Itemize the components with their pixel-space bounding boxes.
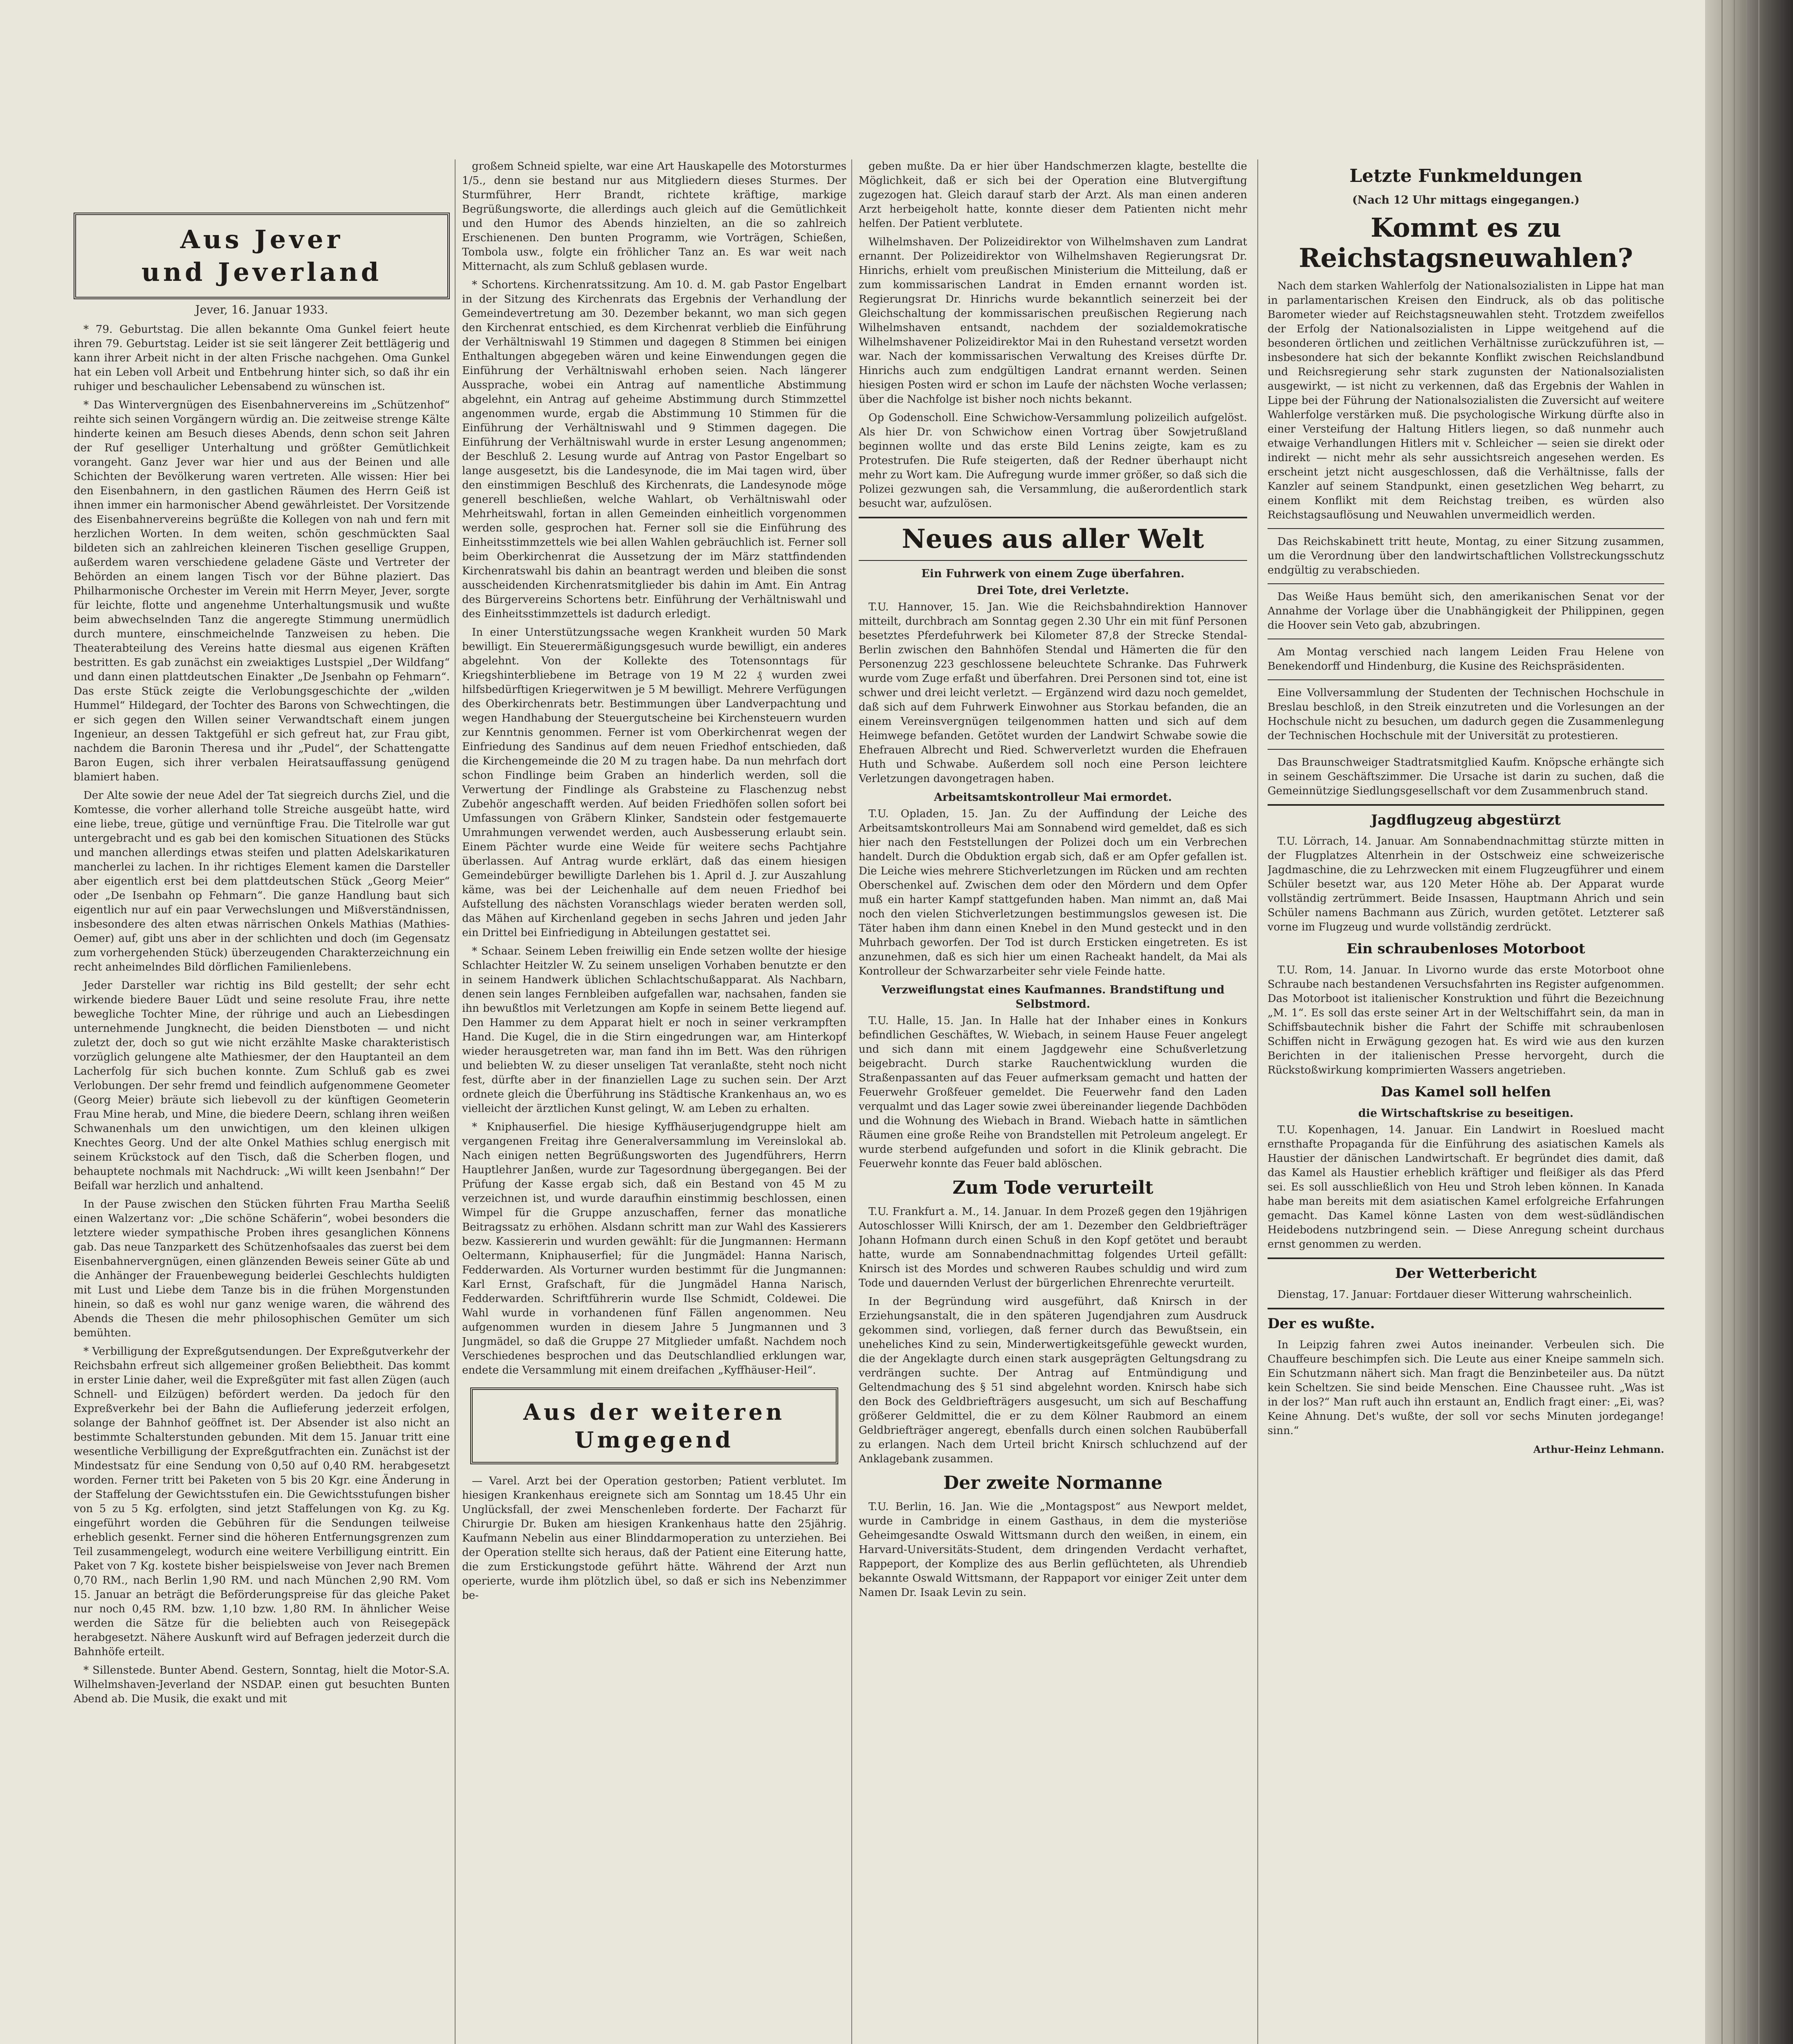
section-heading: Neues aus aller Welt <box>902 524 1204 554</box>
section-heading: Letzte Funkmeldungen <box>1349 166 1582 186</box>
article-paragraph: Das Weiße Haus bemüht sich, den amerikanischen Senat vor der Annahme der Vorlage über die Unabhängigkeit der Philippinen, gegen die Hoover sein Veto gab, abzubringen. <box>1268 591 1664 632</box>
section-title: Aus Jever <box>180 224 343 254</box>
article-paragraph: In der Pause zwischen den Stücken führten Frau Martha Seeliß einen Walzertanz vor: „Die schöne Schäferin“, wobei besonders die letztere wieder sympathische Proben ihres gesanglichen Könnens gab. Das neue Tanzparkett des Schützenhofsaales das zuerst bei dem Eisenbahnervergnügen, einen glänzenden Beweis seiner Güte ab und die Anhänger der Frauenbewegung beiderlei Geschlechts huldigten mit Lust und Liebe dem Tanze bis in die frühen Morgenstunden hinein, so daß es wohl nur ganz wenige waren, die während des Abends die Thesen die mehr philosophischen Gemüter um sich bemühten. <box>74 1198 450 1339</box>
article-paragraph: Jeder Darsteller war richtig ins Bild gestellt; der sehr echt wirkende biedere Bauer Lüdt und seine resolute Frau, ihre nette bewegliche Tochter Mine, der rührige und auch an Liebesdingen unternehmende Jungknecht, die beiden Dienstboten — und nicht zuletzt der, doch so gut wie nicht erzählte Maske charakteristisch vorzüglich gelungene alte Mathiesmer, der den Hauptanteil an dem Lacherfolg für sich buchen konnte. Zum Schluß gab es zwei Verlobungen. Der sehr fremd und feindlich aufgenommene Geometer (Georg Meier) bräute sich liebevoll zu der künftigen Geometerin Frau Mine herab, und Mine, die biedere Deern, schlang ihren weißen Schwanenhals um den unwichtigen, um den kleinen ulkigen Knechtes Georg. Und der alte Onkel Mathies schlug energisch mit seinem Krückstock auf den Tisch, daß die Scherben flogen, und behauptete nochmals mit Nachdruck: „Wi willt keen Jsenbahn!“ Der Beifall war herzlich und anhaltend. <box>74 979 450 1192</box>
article-paragraph: Op Godenscholl. Eine Schwichow-Versammlung polizeilich aufgelöst. Als hier Dr. von Schwichow einen Vortrag über Sowjetrußland beginnen wollte und das erste Bild Lenins zeigte, kam es zu Protestrufen. Die Rufe steigerten, daß der Redner überhaupt nicht mehr zu Wort kam. Die Aufregung wurde immer größer, so daß sich die Polizei gezwungen sah, die Versammlung, die außerordentlich stark besucht war, aufzulösen. <box>859 412 1247 510</box>
article-paragraph: T.U. Hannover, 15. Jan. Wie die Reichsbahndirektion Hannover mitteilt, durchbrach am Sonntag gegen 2.30 Uhr ein mit fünf Personen besetztes Pferdefuhrwerk bei Kilometer 87,8 der Strecke Stendal-Berlin zwischen den Bahnhöfen Stendal und Hämerten die für den Personenzug 223 geschlossene beleuchtete Schranke. Das Fuhrwerk wurde vom Zuge erfaßt und überfahren. Drei Personen sind tot, eine ist schwer und drei leicht verletzt. — Ergänzend wird dazu noch gemeldet, daß sich auf dem Fuhrwerk Einwohner aus Storkau befanden, die an einem Vereinsvergnügen teilgenommen hatten und sich auf dem Heimwege befanden. Getötet wurden der Landwirt Schwabe sowie die Ehefrauen Albrecht und Ried. Schwerverletzt wurden die Ehefrauen Huth und Schwabe. Außerdem soll noch eine Person leichtere Verletzungen davongetragen haben. <box>859 601 1247 785</box>
article-paragraph: Wilhelmshaven. Der Polizeidirektor von Wilhelmshaven zum Landrat ernannt. Der Polizeidirektor von Wilhelmshaven Regierungsrat Dr. Hinrichs, erhielt vom preußischen Ministerium die Mitteilung, daß er zum kommissarischen Landrat in Emden ernannt worden ist. Regierungsrat Dr. Hinrichs wurde bekanntlich seinerzeit bei der Gleichschaltung der kommissarischen preußischen Regierung nach Wilhelmshaven entsandt, nachdem der sozialdemokratische Wilhelmshavener Polizeidirektor Mai in den Ruhestand versetzt worden war. Nach der kommissarischen Verwaltung des Kreises dürfte Dr. Hinrichs auch zum endgültigen Landrat ernannt werden. Seinen hiesigen Posten wird er schon im Laufe der nächsten Woche verlassen; über die Nachfolge ist bisher noch nichts bekannt. <box>859 236 1247 406</box>
section-rule <box>1268 1308 1664 1309</box>
article-paragraph: * Das Wintervergnügen des Eisenbahnervereins im „Schützenhof“ reihte sich seinen Vorgängern würdig an. Die zeitweise strenge Kälte hinderte keinen am Besuch dieses Abends, denn schon seit Jahren der Ruf geselliger Unterhaltung und größter Gemütlichkeit vorangeht. Ganz Jever war hier und aus der Beinen und alle Schichten der Bevölkerung waren vertreten. Alle wissen: Hier bei den Eisenbahnern, in den gastlichen Räumen des Herrn Geiß ist ihnen immer ein harmonischer Abend gewährleistet. Der Vorsitzende des Eisenbahnervereins begrüßte die Kollegen von nah und fern mit herzlichen Worten. In dem weiten, schön geschmückten Saal bildeten sich an zahlreichen kleineren Tischen gesellige Gruppen, außerdem waren verschiedene geladene Gäste und Vertreter der Behörden an einem langen Tisch vor der Bühne plaziert. Das Philharmonische Orchester im Verein mit Herrn Meyer, Jever, sorgte für leichte, flotte und angenehme Unterhaltungsmusik und wußte beim abwechselnden Tanz die angeregte Stimmung unermüdlich durch muntere, einschmeichelnde Tanzweisen zu heben. Die Theaterabteilung des Vereins hatte diesmal aus eigenen Kräften bestritten. Es gab zunächst ein zweiaktiges Lustspiel „Der Wildfang“ und dann einen plattdeutschen Einakter „De Jsenbahn op Fehmarn“. Das erste Stück zeigte die Verlobungsgeschichte der „wilden Hummel“ Hildegard, der Tochter des Barons von Schwechtingen, die er sich gegen den Willen seiner Verwandtschaft einem jungen Ingenieur, an dessen Taktgefühl er sich gefreut hat, zur Frau gibt, nachdem die Baronin Theresa und ihr „Pudel“, der Schattengatte Baron Eugen, sich ihrer verbalen Heiratsauffassung genügend blamiert haben. <box>74 399 450 783</box>
article-subheadline: die Wirtschaftskrise zu beseitigen. <box>1358 1107 1574 1120</box>
section-title-line2: Umgegend <box>574 1427 734 1453</box>
article-paragraph: T.U. Frankfurt a. M., 14. Januar. In dem Prozeß gegen den 19jährigen Autoschlosser Willi Knirsch, der am 1. Dezember den Geldbriefträger Johann Hofmann durch einen Schuß in den Kopf getötet und beraubt hatte, wurde am Sonnabendnachmittag folgendes Urteil gefällt: Knirsch ist des Mordes und schweren Raubes schuldig und wird zum Tode und dauernden Verlust der bürgerlichen Ehrenrechte verurteilt. <box>859 1206 1247 1289</box>
article-headline: Das Kamel soll helfen <box>1380 1084 1551 1100</box>
article-headline: Ein schraubenloses Motorboot <box>1346 941 1585 957</box>
article-headline: Verzweiflungstat eines Kaufmannes. Brandstiftung und Selbstmord. <box>881 984 1225 1011</box>
article-paragraph: geben mußte. Da er hier über Handschmerzen klagte, bestellte die Möglichkeit, daß er sich bei der Operation eine Blutvergiftung zugezogen hat. Gleich darauf starb der Arzt. Als man einen anderen Arzt herbeigeholt hatte, konnte dieser dem Patienten nicht mehr helfen. Der Patient verblutete. <box>859 160 1247 230</box>
section-rule <box>1268 528 1664 529</box>
author-signature: Arthur-Heinz Lehmann. <box>1533 1443 1664 1455</box>
dateline: Jever, 16. Januar 1933. <box>195 303 328 316</box>
article-headline: Der zweite Normanne <box>943 1472 1162 1493</box>
book-binding-edge <box>1705 0 1793 2044</box>
section-title-line2: und Jeverland <box>141 257 382 287</box>
section-rule <box>1268 804 1664 806</box>
article-paragraph: T.U. Opladen, 15. Jan. Zu der Auffindung der Leiche des Arbeitsamtskontrolleurs Mai am Sonnabend wird gemeldet, daß es sich hier nach den Feststellungen der Polizei doch um ein Verbrechen handelt. Durch die Obduktion ergab sich, daß er am Opfer gefallen ist. Die Leiche wies mehrere Stichverletzungen im Rücken und am rechten Oberschenkel auf. Zwischen dem oder den Mördern und dem Opfer muß ein harter Kampf stattgefunden haben. Man nimmt an, daß Mai noch den vielen Stichverletzungen bestimmungslos gewesen ist. Die Täter haben ihm dann einen Knebel in den Mund gesteckt und in den Muhrbach geworfen. Der Tod ist durch Ersticken eingetreten. Es ist anzunehmen, daß es sich hier um einen Racheakt handelt, da Mai als Kontrolleur der Schwarzarbeiter sehr viele Feinde hatte. <box>859 808 1247 977</box>
article-paragraph: T.U. Rom, 14. Januar. In Livorno wurde das erste Motorboot ohne Schraube nach bestandenen Versuchsfahrten ins Register aufgenommen. Das Motorboot ist italienischer Konstruktion und führt die Bezeichnung „M. 1“. Es soll das erste seiner Art in der Weltschiffahrt sein, da man in Schiffsbautechnik bisher die Fahrt der Schiffe mit schraubenlosen Schiffen nicht in Erwägung gezogen hat. Es wird wie aus den kurzen Berichten in der italienischen Presse hervorgeht, durch die Rückstoßwirkung komprimierten Wassers angetrieben. <box>1268 964 1664 1076</box>
column-2 <box>462 159 846 2044</box>
article-paragraph: Das Reichskabinett tritt heute, Montag, zu einer Sitzung zusammen, um die Verordnung über den landwirtschaftlichen Vollstreckungsschutz endgültig zu verabschieden. <box>1268 536 1664 576</box>
column-divider <box>851 159 852 2044</box>
column-divider <box>1257 159 1258 2044</box>
article-paragraph: In der Begründung wird ausgeführt, daß Knirsch in der Erziehungsanstalt, die in den späteren Jugendjahren zum Ausdruck gekommen sind, vorliegen, daß ferner durch das Bewußtsein, ein uneheliches Kind zu sein, Minderwertigkeitsgefühle geweckt wurden, die der Angeklagte durch einen stark ausgeprägten Geltungsdrang zu verdrängen suchte. Der Antrag auf Entmündigung und Geltendmachung des § 51 sind abgelehnt worden. Knirsch habe sich den Bock des Geldbriefträgers ausgesucht, um sich auf Beschaffung größerer Geldmittel, die er zu dem Kölner Raubmord an einem Geldbriefträger angeregt, ebenfalls durch einen solchen Raubüberfall zu erlangen. Nach dem Urteil bricht Knirsch schluchzend auf der Anklagebank zusammen. <box>859 1295 1247 1465</box>
section-rule <box>859 560 1247 561</box>
article-headline: Arbeitsamtskontrolleur Mai ermordet. <box>934 791 1172 804</box>
article-headline: Jagdflugzeug abgestürzt <box>1371 812 1561 828</box>
section-subheading: (Nach 12 Uhr mittags eingegangen.) <box>1352 194 1580 206</box>
article-headline: Zum Tode verurteilt <box>952 1177 1153 1198</box>
article-headline-line2: Reichstagsneuwahlen? <box>1299 243 1633 273</box>
section-header-box <box>470 1387 838 1464</box>
article-paragraph: T.U. Halle, 15. Jan. In Halle hat der Inhaber eines in Konkurs befindlichen Geschäftes, W. Wiebach, in seinem Hause Feuer angelegt und sich dann mit einem Jagdgewehr eine Schußverletzung beigebracht. Durch starke Rauchentwicklung wurden die Straßenpassanten auf das Feuer aufmerksam gemacht und hatten der Feuerwehr Großfeuer gemeldet. Die Feuerwehr fand den Laden verqualmt und das Lager sowie zwei übereinander liegende Dachböden und die Wohnung des Wiebach in Brand. Wiebach hatte in sämtlichen Räumen eine große Reihe von Brandstellen mit Petroleum angelegt. Er wurde sterbend aufgefunden und sofort in die Klinik gebracht. Die Feuerwehr konnte das Feuer bald ablöschen. <box>859 1015 1247 1170</box>
article-paragraph: Der Alte sowie der neue Adel der Tat siegreich durchs Ziel, und die Komtesse, die vorher allerhand tolle Streiche ausgeübt hatte, wird eine liebe, treue, gütige und vernünftige Frau. Die Titelrolle war gut untergebracht und es gab bei den komischen Situationen des Stücks und manchen allerdings etwas steifen und platten Adelskarikaturen mancherlei zu lachen. In ihr richtiges Element kamen die Darsteller aber eigentlich erst bei dem plattdeutschen Stück „Georg Meier“ oder „De Isenbahn op Fehmarn“. Die ganze Handlung baut sich eigentlich nur auf ein paar Verwechslungen und Mißverständnissen, insbesondere des alten etwas närrischen Onkels Mathias (Mathies-Oemer) auf, gibt uns aber in der schlichten und doch (im Gegensatz zum vorhergehenden Stück) überzeugenden Charakterzeichnung ein recht anheimelndes Bild dörflichen Familienlebens. <box>74 789 450 973</box>
section-header-box <box>74 213 450 299</box>
article-headline: Kommt es zu <box>1370 213 1562 243</box>
section-rule <box>1268 749 1664 750</box>
column-4 <box>1268 159 1664 2044</box>
article-paragraph: Eine Vollversammlung der Studenten der Technischen Hochschule in Breslau beschloß, in den Streik einzutreten und die Vorlesungen an der Hochschule nicht zu besuchen, um dadurch gegen die Zusammenlegung der Technischen Hochschule mit der Universität zu protestieren. <box>1268 687 1664 742</box>
section-title: Aus der weiteren <box>523 1399 785 1425</box>
section-rule <box>1268 1257 1664 1259</box>
article-paragraph: T.U. Berlin, 16. Jan. Wie die „Montagspost“ aus Newport meldet, wurde in Cambridge in einem Gasthaus, in dem die mysteriöse Geheimgesandte Oswald Wittsmann durch den weißen, in einem, ein Harvard-Universitäts-Student, dem dringenden Verdacht verhaftet, Rappeport, der Komplize des aus Berlin geflüchteten, als Uhrendieb bekannte Oswald Wittsmann, der Rappaport vor einiger Zeit unter dem Namen Dr. Isaak Levin zu sein. <box>859 1501 1247 1599</box>
column-1 <box>74 213 450 2044</box>
article-paragraph: Nach dem starken Wahlerfolg der Nationalsozialisten in Lippe hat man in parlamentarischen Kreisen den Eindruck, als ob das politische Barometer wieder auf Reichstagsneuwahlen steht. Trotzdem zweifellos der Erfolg der Nationalsozialisten in Lippe weitgehend auf die besonderen örtlichen und zeitlichen Verhältnisse zurückzuführen ist, — insbesondere hat sich der bekannte Konflikt zwischen Reichslandbund und Reichsregierung sehr stark zugunsten der Nationalsozialisten ausgewirkt, — ist nicht zu verkennen, daß das Ergebnis der Wahlen in Lippe bei der Führung der Nationalsozialisten die Zuversicht auf weitere Wahlerfolge verstärken muß. Die psychologische Wirkung dürfte also in einer Versteifung der Haltung Hitlers liegen, so daß nunmehr auch etwaige Verhandlungen Hitlers mit v. Schleicher — seien sie direkt oder indirekt — nicht mehr als sehr aussichtsreich angesehen werden. Es erscheint jetzt nicht ausgeschlossen, daß die Verhältnisse, falls der Kanzler auf seinem Standpunkt, einen gesetzlichen Weg beharrt, zu einem Konflikt mit dem Reichstag treiben, es würden also Reichstagsauflösung und Neuwahlen unvermeidlich werden. <box>1268 280 1664 521</box>
weather-report: Dienstag, 17. Januar: Fortdauer dieser Witterung wahrscheinlich. <box>1277 1289 1632 1301</box>
article-paragraph: T.U. Kopenhagen, 14. Januar. Ein Landwirt in Roeslued macht ernsthafte Propaganda für die Einführung des asiatischen Kamels als Haustier der dänischen Landwirtschaft. Er begründet dies damit, daß das Kamel als Haustier erheblich kräftiger und fleißiger als das Pferd sei. Es soll ausschließlich von Heu und Stroh leben können. In Kanada habe man bereits mit dem asiatischen Kamel erfolgreiche Erfahrungen gemacht. Das Kamel könne Lasten von dem west-südländischen Heidebodens nutzbringend sein. — Diese Anregung scheint durchaus ernst genommen zu werden. <box>1268 1124 1664 1251</box>
article-subheadline: Drei Tote, drei Verletzte. <box>976 584 1129 597</box>
article-paragraph: T.U. Lörrach, 14. Januar. Am Sonnabendnachmittag stürzte mitten in der Flugplatzes Altenrhein in der Ostschweiz eine schweizerische Jagdmaschine, die zu Lehrzwecken mit einem Flugzeugführer und einem Schüler besetzt war, aus 120 Meter Höhe ab. Der Apparat wurde vollständig zertrümmert. Beide Insassen, Hauptmann Ahrich und sein Schüler namens Bachmann aus Zürich, wurden getötet. Letzterer saß vorne im Flugzeug und wurde vollständig zerdrückt. <box>1268 835 1664 933</box>
article-paragraph: * Kniphauserfiel. Die hiesige Kyffhäuserjugendgruppe hielt am vergangenen Freitag ihre Generalversammlung im Vereinslokal ab. Nach einigen netten Begrüßungsworten des Jugendführers, Herrn Hauptlehrer Janßen, wurde zur Tagesordnung übergegangen. Bei der Prüfung der Kasse ergab sich, daß ein Bestand von 45 M zu verzeichnen ist, und wurde daraufhin einstimmig beschlossen, einen Wimpel für die Gruppe anzuschaffen, ferner das monatliche Beitragssatz zu erhöhen. Alsdann schritt man zur Wahl des Kassierers bezw. Kassiererin und wurden gewählt: für die Jungmannen: Hermann Oeltermann, Kniphauserfiel; für die Jungmädel: Hanna Narisch, Fedderwarden. Als Vorturner wurden bestimmt für die Jungmannen: Karl Ernst, Grafschaft, für die Jungmädel Hanna Narisch, Fedderwarden. Schriftführerin wurde Ilse Schmidt, Coldewei. Die Wahl wurde in vorhandenen fünf Fällen angenommen. Neu aufgenommen wurden in diesem Jahre 5 Jungmannen und 3 Jungmädel, so daß die Gruppe 27 Mitglieder umfaßt. Nachdem noch Verschiedenes besprochen und das Deutschlandlied erklungen war, endete die Versammlung mit einem dreifachen „Kyffhäuser-Heil“. <box>462 1121 846 1376</box>
article-paragraph: * Verbilligung der Expreßgutsendungen. Der Expreßgutverkehr der Reichsbahn erfreut sich allgemeiner großen Beliebtheit. Das kommt in erster Linie daher, weil die Expreßgüter mit fast allen Zügen (auch Schnell- und Eilzügen) befördert werden. Da jedoch für den Expreßverkehr bei der Bahn die Auflieferung jederzeit erfolgen, solange der Bahnhof geöffnet ist. Der Absender ist also nicht an bestimmte Schalterstunden gebunden. Mit dem 15. Januar tritt eine wesentliche Verbilligung der Expreßgutfrachten ein. Zunächst ist der Mindestsatz für eine Sendung von 0,50 auf 0,40 RM. herabgesetzt worden. Ferner tritt bei Paketen von 5 bis 20 Kgr. eine Änderung in der Staffelung der Gewichtsstufen ein. Die Gewichtsstufungen bisher von 5 zu 5 Kg. erfolgten, sind jetzt Staffelungen von Kg. zu Kg. eingeführt worden die Gebühren für die Sendungen teilweise erheblich gesenkt. Ferner sind die höheren Entfernungsgrenzen zum Teil zusammengelegt, wodurch eine weitere Verbilligung eintritt. Ein Paket von 7 Kg. kostete bisher beispielsweise von Jever nach Bremen 0,70 RM., nach Berlin 1,90 RM. und nach München 2,90 RM. Vom 15. Januar an beträgt die Beförderungspreise für das gleiche Paket nur noch 0,45 RM. bzw. 1,10 bzw. 1,80 RM. In ähnlicher Weise werden die Sätze für die beliebten auch von Reisegepäck herabgesetzt. Nähere Auskunft wird auf Befragen jederzeit durch die Bahnhöfe erteilt. <box>74 1345 450 1658</box>
article-headline: Der es wußte. <box>1268 1316 1375 1332</box>
article-headline: Der Wetterbericht <box>1395 1265 1537 1282</box>
article-paragraph: großem Schneid spielte, war eine Art Hauskapelle des Motorsturmes 1/5., denn sie bestand nur aus Mitgliedern dieses Sturmes. Der Sturmführer, Herr Brandt, richtete kräftige, markige Begrüßungsworte, die allerdings auch gleich auf die Gemütlichkeit und den Humor des Abends hinzielten, an die so zahlreich Erschienenen. Den bunten Programm, wie Vorträgen, Schießen, Tombola usw., folgte ein fröhlicher Tanz an. Es war weit nach Mitternacht, als zum Schluß geblasen wurde. <box>462 160 846 273</box>
poem-text: In Leipzig fahren zwei Autos ineinander. Verbeulen sich. Die Chauffeure beschimpfen sich. Die Leute aus einer Kneipe sammeln sich. Ein Schutzmann nähert sich. Man fragt die Benzinbeteiler aus. Da nützt kein Scheltzen. Sie sind beide Menschen. Eine Chaussee ruht. „Was ist in der los?“ Man ruft auch ihn erstaunt an, Endlich fragt einer: „Ei, was? Keine Ahnung. Det's wußte, der soll vor sechs Minuten jordegange! sinn.“ <box>1268 1339 1664 1437</box>
section-rule <box>1268 583 1664 584</box>
article-paragraph: Am Montag verschied nach langem Leiden Frau Helene von Benekendorff und Hindenburg, die Kusine des Reichspräsidenten. <box>1268 646 1664 672</box>
article-paragraph: Das Braunschweiger Stadtratsmitglied Kaufm. Knöpsche erhängte sich in seinem Geschäftszimmer. Die Ursache ist darin zu suchen, daß die Gemeinnützige Siedlungsgesellschaft vor dem Zusammenbruch stand. <box>1268 756 1664 797</box>
article-paragraph: * 79. Geburtstag. Die allen bekannte Oma Gunkel feiert heute ihren 79. Geburtstag. Leider ist sie seit längerer Zeit bettlägerig und kann ihrer Arbeit nicht in der alten Frische nachgehen. Oma Gunkel hat ein Leben voll Arbeit und Entbehrung hinter sich, so daß ihr ein ruhiger und beschaulicher Lebensabend zu wünschen ist. <box>74 323 450 393</box>
article-headline: Ein Fuhrwerk von einem Zuge überfahren. <box>921 567 1185 580</box>
column-divider <box>455 159 456 2044</box>
section-rule <box>859 517 1247 518</box>
article-paragraph: * Schortens. Kirchenratssitzung. Am 10. d. M. gab Pastor Engelbart in der Sitzung des Kirchenrats das Ergebnis der Verhandlung der Gemeindevertretung am 30. Dezember bekannt, wo man sich gegen den Kirchenrat entschied, es dem Kirchenrat verblieb die Einführung der Verhältniswahl 19 Stimmen und dagegen 8 Stimmen bei einigen Enthaltungen abgegeben wären und keine Einwendungen gegen die Einführung der Verhältniswahl erhoben seien. Nach längerer Aussprache, wobei ein Antrag auf namentliche Abstimmung abgelehnt, ein Antrag auf geheime Abstimmung durch Stimmzettel angenommen wurde, ergab die Abstimmung 10 Stimmen für die Einführung der Verhältniswahl und 9 Stimmen dagegen. Die Einführung der Verhältniswahl wurde in erster Lesung angenommen; der Beschluß 2. Lesung wurde auf Antrag von Pastor Engelbart so lange ausgesetzt, bis die Landesynode, die im Mai tagen wird, über den einstimmigen Beschluß des Kirchenrats, die Landesynode möge generell beschließen, welche Wahlart, ob Verhältniswahl oder Mehrheitswahl, fortan in allen Gemeinden einheitlich vorgenommen werden solle, gesprochen hat. Ferner soll sie die Einführung des Einheitsstimmzettels wie bei allen Wahlen gebräuchlich ist. Ferner soll beim Oberkirchenrat die Aussetzung der im März stattfindenden Kirchenratswahl bis dahin an beantragt werden und bleiben die sonst ausscheidenden Kirchenratsmitglieder bis dahin im Amt. Ein Antrag des Bürgervereins Schortens betr. Einführung der Verhältniswahl und des Einheitsstimmzettels ist dadurch erledigt. <box>462 279 846 620</box>
column-3 <box>859 159 1247 2044</box>
section-rule <box>1268 679 1664 680</box>
article-paragraph: In einer Unterstützungssache wegen Krankheit wurden 50 Mark bewilligt. Ein Steuerermäßigungsgesuch wurde bewilligt, ein anderes abgelehnt. Von der Kollekte des Totensonntags für Kriegshinterbliebene im Betrage von 19 M 22 ₰ wurden zwei hilfsbedürftigen Kriegerwitwen je 5 M bewilligt. Mehrere Verfügungen des Oberkirchenrats betr. Bestimmungen über Landverpachtung und wegen Handhabung der Steuergutscheine bei Kirchensteuern wurden zur Kenntnis genommen. Ferner ist vom Oberkirchenrat wegen der Einfriedung des Sandinus auf dem neuen Friedhof entschieden, daß die Kirchengemeinde die 20 M zu tragen habe. Da nun mehrfach dort schon Findlinge beim Graben an hinderlich werden, soll die Verwertung der Findlinge als Grabsteine zu Flaschenzug nebst Zubehör angeschafft werden. Auf beiden Friedhöfen sollen sofort bei Umfassungen von Gräbern Klinker, Sandstein oder festgemauerte Umrahmungen verwendet werden, auch Ausbesserung erlaubt sein. Einem Pächter wurde eine Weide für weitere sechs Pachtjahre überlassen. Auf Antrag wurde erklärt, daß das einem hiesigen Gemeindebürger bewilligte Darlehen bis 1. April d. J. zur Auszahlung käme, was bei der Leichenhalle auf dem neuen Friedhof bei Aufstellung des nächsten Voranschlags wieder beraten werden soll, das Mähen auf Kirchenland gegeben in sechs Jahren und jeden Jahr ein Drittel bei Einfriedigung in Abteilungen gestattet sei. <box>462 626 846 939</box>
newspaper-sheet <box>49 57 1685 2044</box>
article-paragraph: * Schaar. Seinem Leben freiwillig ein Ende setzen wollte der hiesige Schlachter Heitzler W. Zu seinem unseligen Vorhaben benutzte er den in seinem Handwerk üblichen Schlachtschußapparat. Als Nachbarn, denen sein langes Fernbleiben aufgefallen war, nachsahen, fanden sie ihn bewußtlos mit Verletzungen am Kopfe in seinem Bette liegend auf. Den Hammer zu dem Apparat hielt er noch in seiner verkrampften Hand. Die Kugel, die in die Stirn eingedrungen war, am Hinterkopf wieder herausgetreten war, man fand ihn im Bett. Was den rührigen und beliebten W. zu dieser unseligen Tat veranlaßte, steht noch nicht fest, dürfte aber in der finanziellen Lage zu suchen sein. Der Arzt ordnete gleich die Überführung ins Städtische Krankenhaus an, wo es vielleicht der ärztlichen Kunst gelingt, W. am Leben zu erhalten. <box>462 945 846 1115</box>
article-paragraph: — Varel. Arzt bei der Operation gestorben; Patient verblutet. Im hiesigen Krankenhaus ereignete sich am Sonntag um 18.45 Uhr ein Unglücksfall, der zwei Menschenleben forderte. Der Facharzt für Chirurgie Dr. Buken am hiesigen Krankenhaus hatte den 25jährig. Kaufmann Nebelin aus einer Blinddarmoperation zu unterziehen. Bei der Operation stellte sich heraus, daß der Patient eine Eiterung hatte, die zum Erstickungstode geführt hätte. Während der Arzt nun operierte, wurde ihm plötzlich übel, so daß er sich ins Nebenzimmer be- <box>462 1475 846 1602</box>
article-paragraph: * Sillenstede. Bunter Abend. Gestern, Sonntag, hielt die Motor-S.A. Wilhelmshaven-Jeverland der NSDAP. einen gut besuchten Bunten Abend ab. Die Musik, die exakt und mit <box>74 1664 450 1705</box>
